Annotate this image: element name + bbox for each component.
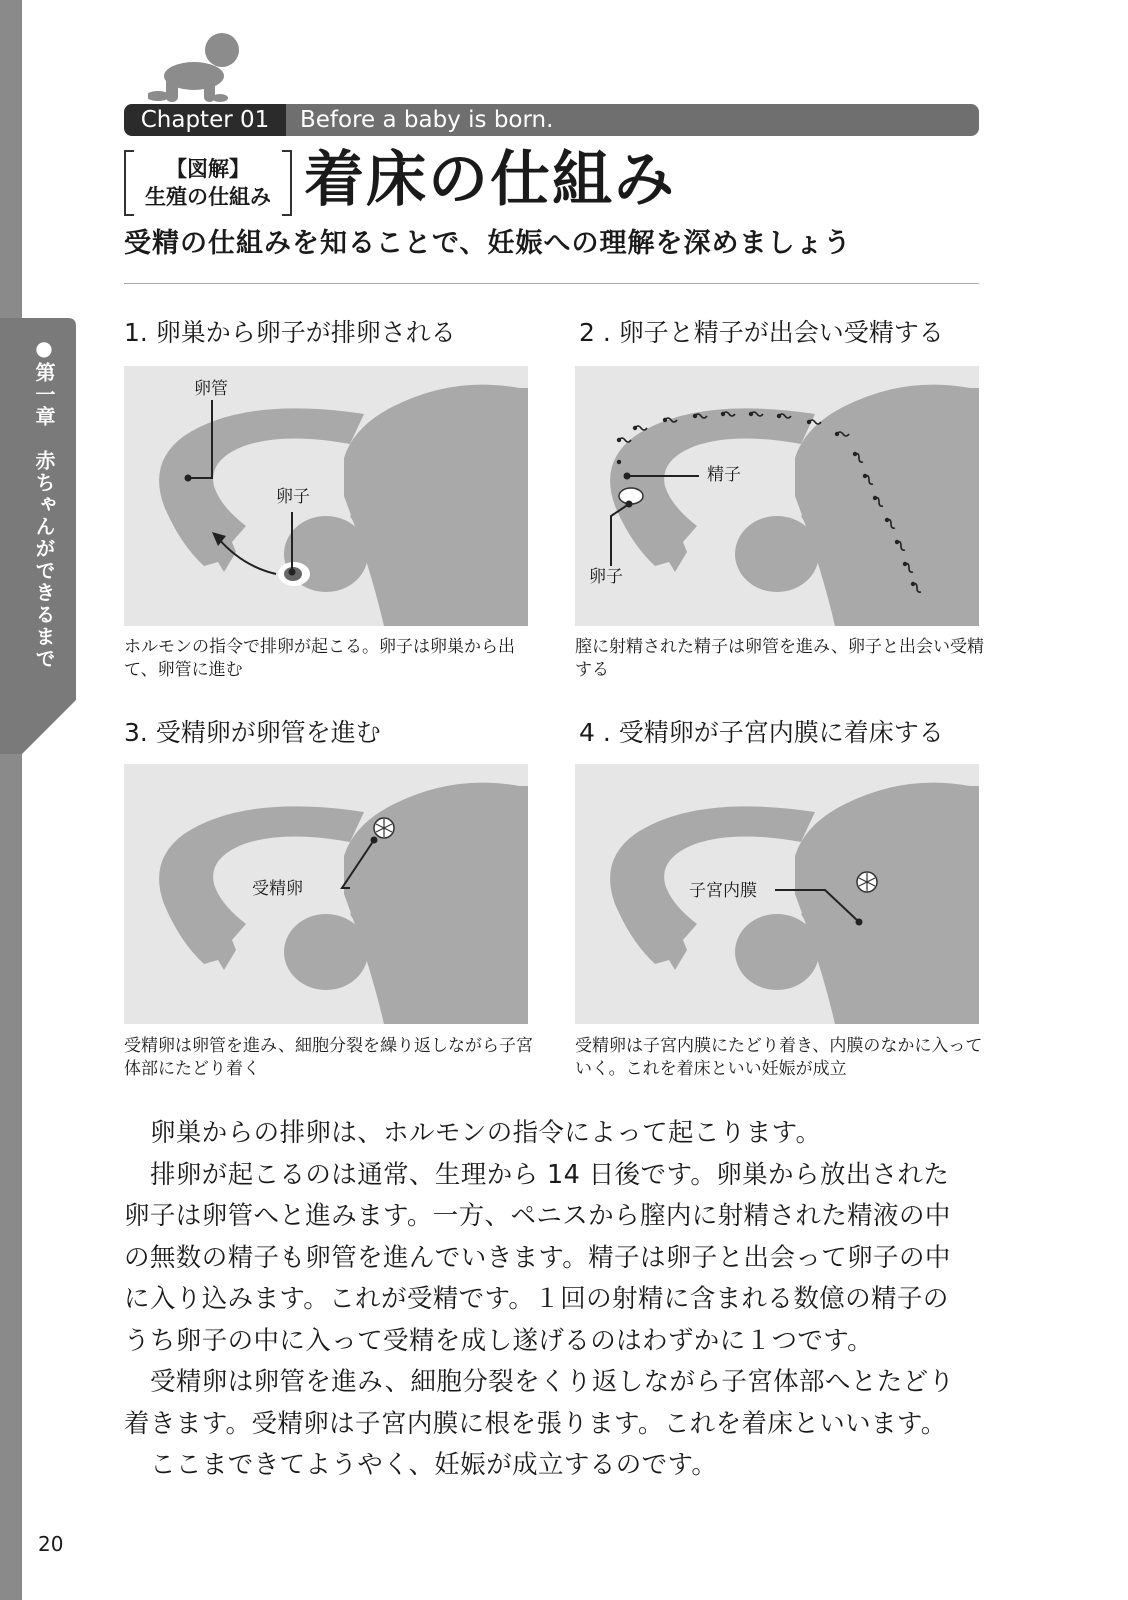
body-line: うち卵子の中に入って受精を成し遂げるのはわずかに１つです。 bbox=[124, 1325, 874, 1356]
body-line: 卵巣からの排卵は、ホルモンの指令によって起こります。 bbox=[150, 1118, 822, 1148]
chapter-number: Chapter 01 bbox=[124, 104, 286, 136]
side-tab-text: ●第一章 赤ちゃんができるまで bbox=[32, 336, 56, 670]
step-4-label: 4 . 受精卵が子宮内膜に着床する bbox=[579, 718, 944, 747]
body-line: 着きます。受精卵は子宮内膜に根を張ります。これを着床といいます。 bbox=[124, 1408, 947, 1439]
annotation-sperm: 精子 bbox=[707, 465, 741, 485]
step-1-label: 1. 卵巣から卵子が排卵される bbox=[124, 318, 456, 347]
step-1-diagram bbox=[124, 366, 528, 626]
body-line: 受精卵は卵管を進み、細胞分裂をくり返しながら子宮体部へとたどり bbox=[150, 1367, 955, 1397]
annotation-endometrium: 子宮内膜 bbox=[689, 881, 757, 901]
body-line: に入り込みます。これが受精です。１回の射精に含まれる数億の精子の bbox=[124, 1284, 949, 1314]
step-3-caption: 受精卵は卵管を進み、細胞分裂を繰り返しながら子宮体部にたどり着く bbox=[124, 1036, 534, 1079]
chapter-side-tab bbox=[0, 318, 76, 760]
annotation-fertilized-egg: 受精卵 bbox=[252, 879, 303, 899]
sidebar-strip bbox=[0, 0, 22, 1600]
body-line: 卵子は卵管へと進みます。一方、ペニスから膣内に射精された精液の中 bbox=[124, 1201, 951, 1231]
step-2-caption: 膣に射精された精子は卵管を進み、卵子と出会い受精する bbox=[575, 637, 985, 680]
step-4-caption: 受精卵は子宮内膜にたどり着き、内膜のなかに入っていく。これを着床といい妊娠が成立 bbox=[575, 1036, 983, 1079]
category-box bbox=[124, 150, 292, 216]
step-2-diagram bbox=[575, 366, 979, 626]
page-title: 着床の仕組み bbox=[304, 145, 676, 215]
category-line-1: 【図解】 bbox=[166, 157, 250, 181]
body-text bbox=[124, 1113, 994, 1487]
step-3-diagram bbox=[124, 764, 528, 1024]
page-subtitle: 受精の仕組みを知ることで、妊娠への理解を深めましょう bbox=[124, 228, 852, 259]
category-line-2: 生殖の仕組み bbox=[145, 185, 271, 209]
step-2-label: 2 . 卵子と精子が出会い受精する bbox=[579, 318, 944, 347]
page-number: 20 bbox=[38, 1532, 64, 1556]
body-line: 排卵が起こるのは通常、生理から 14 日後です。卵巣から放出された bbox=[150, 1159, 950, 1190]
body-line: ここまできてようやく、妊娠が成立するのです。 bbox=[150, 1450, 718, 1480]
body-line: の無数の精子も卵管を進んでいきます。精子は卵子と出会って卵子の中 bbox=[124, 1242, 951, 1273]
annotation-oviduct: 卵管 bbox=[194, 379, 228, 399]
step-3-label: 3. 受精卵が卵管を進む bbox=[124, 718, 381, 747]
chapter-bar bbox=[124, 104, 979, 136]
annotation-egg: 卵子 bbox=[589, 567, 623, 587]
step-4-diagram bbox=[575, 764, 979, 1024]
chapter-title: Before a baby is born. bbox=[300, 107, 554, 133]
crawling-baby-icon bbox=[148, 30, 244, 106]
step-1-caption: ホルモンの指令で排卵が起こる。卵子は卵巣から出て、卵管に進む bbox=[124, 637, 515, 680]
divider bbox=[124, 283, 979, 284]
annotation-egg: 卵子 bbox=[276, 487, 310, 507]
